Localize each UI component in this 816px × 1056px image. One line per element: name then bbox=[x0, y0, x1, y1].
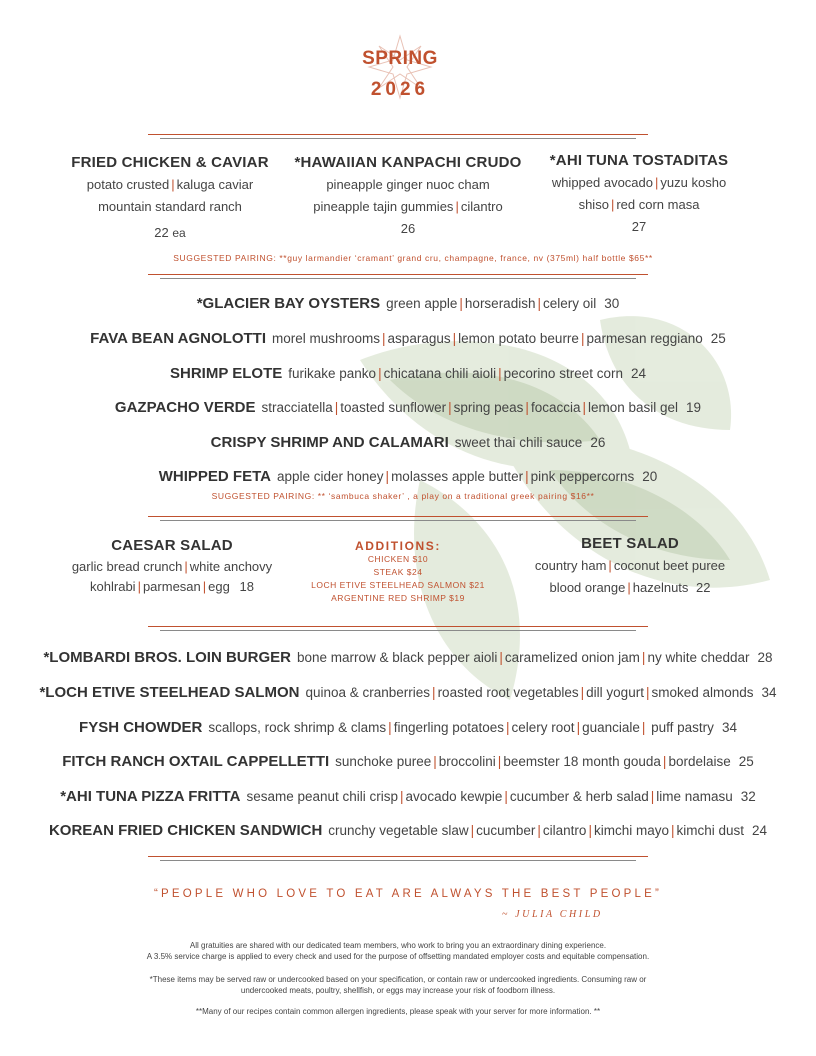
ingredient: celery root bbox=[511, 720, 575, 735]
divider bbox=[160, 138, 636, 139]
ingredient: dill yogurt bbox=[586, 685, 644, 700]
item-price: 26 bbox=[590, 435, 606, 450]
separator: | bbox=[670, 823, 675, 838]
item-price: 25 bbox=[738, 754, 754, 769]
separator: | bbox=[378, 366, 382, 381]
divider bbox=[160, 860, 636, 861]
ingredient: bone marrow & black pepper aioli bbox=[296, 650, 498, 665]
item-price: 34 bbox=[721, 720, 737, 735]
ingredient: coconut beet puree bbox=[613, 558, 726, 573]
item-name: FITCH RANCH OXTAIL CAPPELLETTI bbox=[62, 753, 330, 770]
item-name: FRIED CHICKEN & CAVIAR bbox=[71, 154, 269, 171]
gratuity-notice: All gratuities are shared with our dedicated team members, who work to bring you an extraordinary dining experience. bbox=[189, 941, 607, 950]
item-description: garlic bread crunch | white anchovy bbox=[71, 559, 273, 574]
ingredient: chicatana chili aioli bbox=[383, 366, 497, 381]
ingredient: cucumber & herb salad bbox=[509, 789, 649, 804]
season-year: 2026 bbox=[370, 79, 430, 100]
item-description: potato crusted | kaluga caviar bbox=[86, 177, 254, 192]
addition-item: CHICKEN $10 bbox=[367, 554, 429, 564]
ingredient: apple cider honey bbox=[276, 469, 384, 484]
item-price: 19 bbox=[686, 400, 702, 415]
separator: | bbox=[506, 720, 510, 735]
separator: | bbox=[537, 296, 541, 311]
separator: | bbox=[650, 789, 655, 804]
menu-item bbox=[0, 822, 816, 839]
ingredient: egg bbox=[208, 579, 230, 594]
divider bbox=[148, 274, 648, 275]
ingredient: asparagus bbox=[387, 331, 451, 346]
separator: | bbox=[525, 400, 529, 415]
item-price: 25 bbox=[710, 331, 726, 346]
divider bbox=[148, 626, 648, 627]
ingredient: pineapple tajin gummies bbox=[313, 199, 454, 214]
ingredient: celery oil bbox=[542, 296, 597, 311]
menu-item bbox=[0, 365, 816, 382]
ingredient: avocado kewpie bbox=[405, 789, 503, 804]
divider bbox=[148, 134, 648, 135]
item-price: 28 bbox=[757, 650, 773, 665]
ingredient: quinoa & cranberries bbox=[305, 685, 431, 700]
menu-item bbox=[0, 399, 816, 416]
item-price: 22 ea bbox=[154, 225, 186, 240]
separator: | bbox=[525, 469, 529, 484]
ingredient: puff pastry bbox=[647, 720, 714, 735]
menu-item bbox=[0, 434, 816, 451]
item-description: pineapple tajin gummies | cilantro bbox=[313, 199, 503, 214]
divider bbox=[148, 516, 648, 517]
separator: | bbox=[470, 823, 475, 838]
separator: | bbox=[499, 650, 503, 665]
menu-item bbox=[0, 468, 816, 485]
item-name: FAVA BEAN AGNOLOTTI bbox=[90, 330, 266, 347]
ingredient: potato crusted bbox=[86, 177, 170, 192]
item-price: 32 bbox=[740, 789, 756, 804]
ingredient: furikake panko bbox=[288, 366, 377, 381]
ingredient: kohlrabi bbox=[90, 579, 136, 594]
item-name: SHRIMP ELOTE bbox=[170, 365, 283, 382]
separator: | bbox=[432, 685, 436, 700]
ingredient: smoked almonds bbox=[651, 685, 754, 700]
menu-item-beet-salad bbox=[516, 533, 744, 599]
ingredient: spring peas bbox=[453, 400, 524, 415]
separator: | bbox=[662, 754, 667, 769]
ingredient: kimchi mayo bbox=[593, 823, 669, 838]
item-description: whipped avocado | yuzu kosho bbox=[551, 175, 727, 190]
item-name: WHIPPED FETA bbox=[158, 468, 271, 485]
suggested-pairing: SUGGESTED PAIRING: **guy larmandier ‘cramant’ grand cru, champagne, france, nv (375ml) half bottle $65** bbox=[173, 253, 653, 263]
menu-item-caesar-salad bbox=[54, 535, 290, 597]
ingredient: sunchoke puree bbox=[335, 754, 432, 769]
item-name: BEET SALAD bbox=[581, 535, 679, 552]
ingredient: caramelized onion jam bbox=[504, 650, 640, 665]
divider bbox=[160, 520, 636, 521]
ingredient: beemster 18 month gouda bbox=[503, 754, 661, 769]
ingredient: shiso bbox=[578, 197, 609, 212]
menu-item bbox=[0, 684, 816, 701]
addition-item: ARGENTINE RED SHRIMP $19 bbox=[331, 593, 465, 603]
ingredient: pineapple ginger nuoc cham bbox=[326, 177, 490, 192]
season-title: SPRING bbox=[362, 48, 438, 69]
ingredient: bordelaise bbox=[668, 754, 731, 769]
ingredient: cilantro bbox=[460, 199, 503, 214]
additions-heading: ADDITIONS: bbox=[355, 539, 441, 553]
item-price: 26 bbox=[400, 221, 416, 236]
menu-item-hawaiian-kanpachi-crudo bbox=[292, 152, 524, 240]
ingredient: cucumber bbox=[476, 823, 536, 838]
ingredient: fingerling potatoes bbox=[393, 720, 505, 735]
ingredient: hazelnuts bbox=[632, 580, 689, 595]
ingredient: focaccia bbox=[530, 400, 581, 415]
menu-item bbox=[0, 753, 816, 770]
ingredient: guanciale bbox=[582, 720, 640, 735]
separator: | bbox=[580, 331, 585, 346]
item-name: CAESAR SALAD bbox=[111, 537, 233, 554]
ingredient: yuzu kosho bbox=[660, 175, 727, 190]
ingredient: stracciatella bbox=[261, 400, 333, 415]
menu-item bbox=[0, 788, 816, 805]
item-name: GAZPACHO VERDE bbox=[114, 399, 256, 416]
separator: | bbox=[582, 400, 586, 415]
ingredient: sweet thai chili sauce bbox=[454, 435, 583, 450]
separator: | bbox=[641, 720, 646, 735]
item-price: 34 bbox=[761, 685, 777, 700]
item-name: *LOMBARDI BROS. LOIN BURGER bbox=[43, 649, 291, 666]
service-charge-notice: A 3.5% service charge is applied to every check and used for the purpose of offsetting mandated employer costs and equitable compensation. bbox=[146, 952, 650, 961]
item-name: *HAWAIIAN KANPACHI CRUDO bbox=[294, 154, 522, 171]
item-price: 24 bbox=[630, 366, 646, 381]
separator: | bbox=[382, 331, 386, 346]
separator: | bbox=[580, 685, 585, 700]
separator: | bbox=[400, 789, 404, 804]
ingredient: red corn masa bbox=[616, 197, 700, 212]
ingredient: white anchovy bbox=[189, 559, 273, 574]
item-description: shiso | red corn masa bbox=[578, 197, 700, 212]
separator: | bbox=[448, 400, 452, 415]
separator: | bbox=[388, 720, 392, 735]
ingredient: horseradish bbox=[464, 296, 536, 311]
ingredient: scallops, rock shrimp & clams bbox=[208, 720, 387, 735]
ingredient: morel mushrooms bbox=[272, 331, 381, 346]
separator: | bbox=[334, 400, 339, 415]
item-description: blood orange | hazelnuts 22 bbox=[549, 580, 711, 595]
quote-text: “PEOPLE WHO LOVE TO EAT ARE ALWAYS THE BEST PEOPLE” bbox=[153, 888, 663, 900]
separator: | bbox=[576, 720, 581, 735]
suggested-pairing: SUGGESTED PAIRING: ** ‘sambuca shaker’ , a play on a traditional greek pairing $16** bbox=[211, 491, 595, 501]
addition-item: LOCH ETIVE STEELHEAD SALMON $21 bbox=[311, 580, 485, 590]
ingredient: country ham bbox=[534, 558, 607, 573]
ingredient: green apple bbox=[386, 296, 458, 311]
separator: | bbox=[641, 650, 646, 665]
divider bbox=[160, 630, 636, 631]
ingredient: pink peppercorns bbox=[530, 469, 635, 484]
ingredient: lemon potato beurre bbox=[458, 331, 579, 346]
ingredient: roasted root vegetables bbox=[437, 685, 579, 700]
separator: | bbox=[498, 366, 502, 381]
ingredient: toasted sunflower bbox=[340, 400, 447, 415]
ingredient: whipped avocado bbox=[551, 175, 654, 190]
ingredient: kimchi dust bbox=[676, 823, 745, 838]
ingredient: lemon basil gel bbox=[587, 400, 679, 415]
item-price: 18 bbox=[239, 579, 254, 594]
ingredient: sesame peanut chili crisp bbox=[246, 789, 399, 804]
separator: | bbox=[537, 823, 541, 838]
separator: | bbox=[497, 754, 502, 769]
item-name: FYSH CHOWDER bbox=[79, 719, 203, 736]
separator: | bbox=[433, 754, 437, 769]
item-name: *GLACIER BAY OYSTERS bbox=[196, 295, 381, 312]
item-description: country ham | coconut beet puree bbox=[534, 558, 726, 573]
additions-box bbox=[300, 539, 496, 605]
item-price: 22 bbox=[696, 580, 711, 595]
ingredient: cilantro bbox=[542, 823, 587, 838]
raw-food-warning: *These items may be served raw or undercooked based on your specification, or contain raw or undercooked ingredients. Consuming raw or bbox=[149, 975, 647, 984]
item-price: 20 bbox=[642, 469, 658, 484]
separator: | bbox=[504, 789, 508, 804]
divider bbox=[148, 856, 648, 857]
item-price: 24 bbox=[752, 823, 768, 838]
ingredient: blood orange bbox=[549, 580, 626, 595]
ingredient: parmesan reggiano bbox=[586, 331, 703, 346]
separator: | bbox=[459, 296, 463, 311]
ingredient: crunchy vegetable slaw bbox=[328, 823, 469, 838]
addition-item: STEAK $24 bbox=[373, 567, 423, 577]
ingredient: mountain standard ranch bbox=[98, 199, 242, 214]
ingredient: garlic bread crunch bbox=[71, 559, 183, 574]
raw-food-warning: undercooked meats, poultry, shellfish, or eggs may increase your risk of foodborn illness. bbox=[240, 986, 556, 995]
menu-item-fried-chicken-caviar bbox=[60, 152, 280, 244]
item-name: *LOCH ETIVE STEELHEAD SALMON bbox=[39, 684, 300, 701]
item-price: 27 bbox=[631, 219, 647, 234]
ingredient: molasses apple butter bbox=[391, 469, 524, 484]
item-name: CRISPY SHRIMP AND CALAMARI bbox=[210, 434, 449, 451]
ingredient: ny white cheddar bbox=[647, 650, 750, 665]
item-description: kohlrabi | parmesan | egg 18 bbox=[90, 579, 254, 594]
ingredient: broccolini bbox=[438, 754, 496, 769]
separator: | bbox=[645, 685, 650, 700]
ingredient: kaluga caviar bbox=[176, 177, 254, 192]
menu-item-ahi-tuna-tostaditas bbox=[530, 150, 748, 238]
ingredient: pecorino street corn bbox=[503, 366, 623, 381]
item-name: *AHI TUNA PIZZA FRITTA bbox=[60, 788, 241, 805]
menu-item bbox=[0, 295, 816, 312]
item-name: *AHI TUNA TOSTADITAS bbox=[549, 152, 729, 169]
ingredient: lime namasu bbox=[656, 789, 733, 804]
menu-item bbox=[0, 649, 816, 666]
separator: | bbox=[385, 469, 390, 484]
separator: | bbox=[452, 331, 457, 346]
separator: | bbox=[588, 823, 592, 838]
divider bbox=[160, 278, 636, 279]
menu-item bbox=[0, 330, 816, 347]
ingredient: parmesan bbox=[142, 579, 201, 594]
allergen-notice: **Many of our recipes contain common allergen ingredients, please speak with your server for more information. ** bbox=[195, 1007, 601, 1016]
item-price: 30 bbox=[604, 296, 620, 311]
menu-item bbox=[0, 719, 816, 736]
quote-author: ~ JULIA CHILD bbox=[502, 909, 603, 920]
item-name: KOREAN FRIED CHICKEN SANDWICH bbox=[48, 822, 323, 839]
